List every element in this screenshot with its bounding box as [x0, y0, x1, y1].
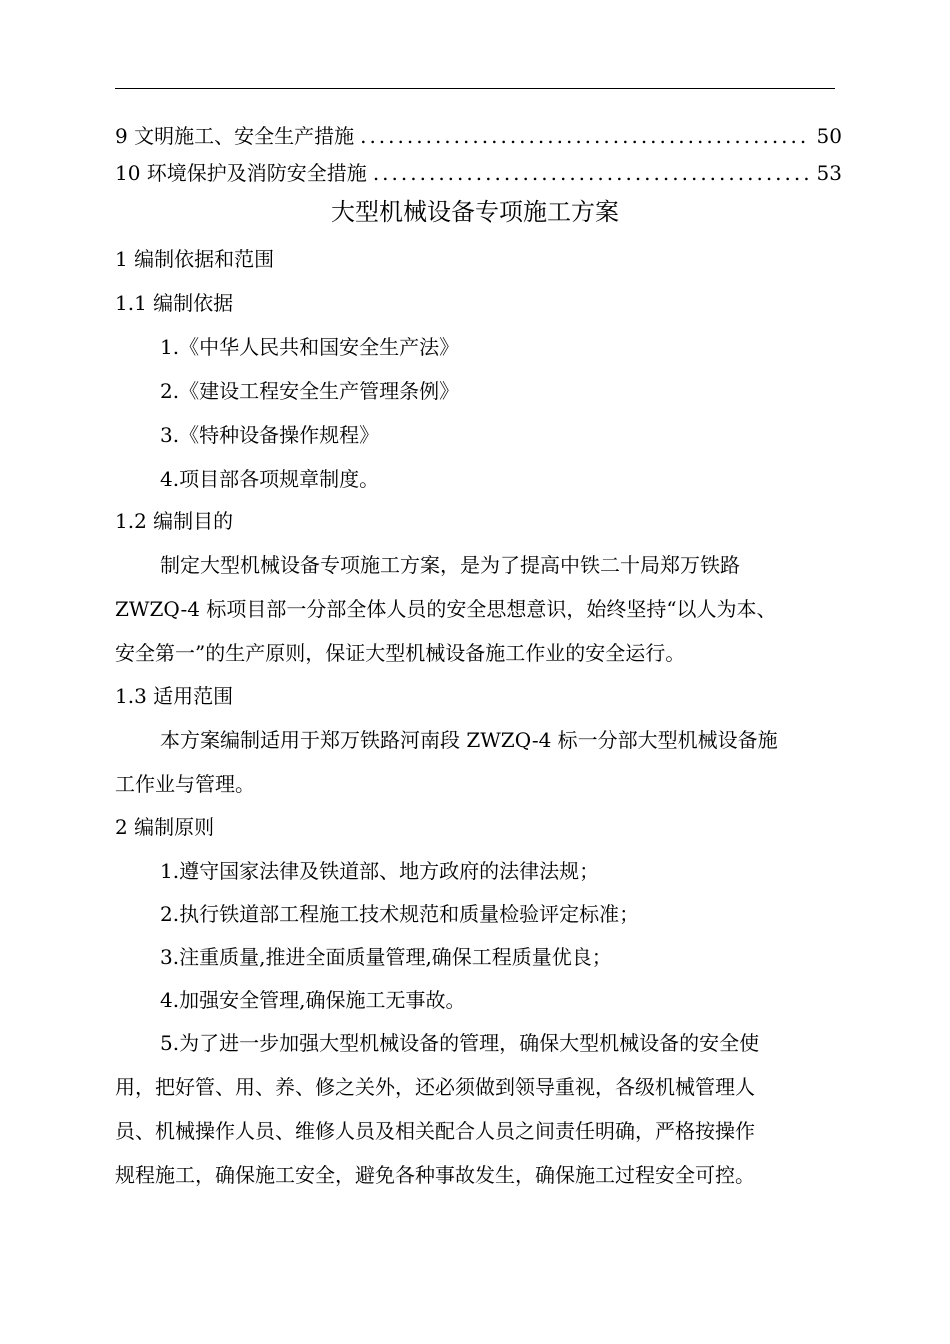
principle-item: 4.加强安全管理,确保施工无事故。	[160, 988, 466, 1012]
paragraph-line: ZWZQ-4 标项目部一分部全体人员的安全思想意识，始终坚持“以人为本、	[115, 597, 777, 621]
toc-label: 10 环境保护及消防安全措施	[115, 161, 367, 185]
paragraph-line: 工作业与管理。	[115, 772, 255, 796]
paragraph-line: 制定大型机械设备专项施工方案，是为了提高中铁二十局郑万铁路	[160, 553, 740, 577]
paragraph-line: 本方案编制适用于郑万铁路河南段 ZWZQ-4 标一分部大型机械设备施	[160, 728, 778, 752]
paragraph-line: 员、机械操作人员、维修人员及相关配合人员之间责任明确，严格按操作	[115, 1119, 755, 1143]
paragraph-line: 5.为了进一步加强大型机械设备的管理，确保大型机械设备的安全使	[160, 1031, 760, 1055]
toc-entry[interactable]	[115, 161, 842, 185]
principle-item: 1.遵守国家法律及铁道部、地方政府的法律法规；	[160, 859, 600, 883]
basis-item: 4.项目部各项规章制度。	[160, 467, 380, 491]
header-rule	[115, 88, 835, 89]
document-title: 大型机械设备专项施工方案	[331, 198, 619, 226]
toc-entry[interactable]	[115, 124, 842, 148]
toc-label: 9 文明施工、安全生产措施	[115, 124, 355, 148]
principle-item: 3.注重质量,推进全面质量管理,确保工程质量优良；	[160, 945, 612, 969]
section-heading: 1 编制依据和范围	[115, 247, 275, 271]
toc-leader-dots	[360, 124, 810, 148]
basis-item: 1.《中华人民共和国安全生产法》	[160, 335, 460, 359]
paragraph-line: 用，把好管、用、养、修之关外，还必须做到领导重视，各级机械管理人	[115, 1075, 755, 1099]
subsection-heading: 1.1 编制依据	[115, 291, 234, 315]
principle-item: 2.执行铁道部工程施工技术规范和质量检验评定标准；	[160, 902, 640, 926]
basis-item: 3.《特种设备操作规程》	[160, 423, 380, 447]
paragraph-line: 安全第一”的生产原则，保证大型机械设备施工作业的安全运行。	[115, 641, 686, 665]
subsection-heading: 1.3 适用范围	[115, 684, 234, 708]
toc-page-number: 53	[816, 161, 842, 185]
toc-leader-dots	[373, 161, 811, 185]
basis-item: 2.《建设工程安全生产管理条例》	[160, 379, 460, 403]
subsection-heading: 1.2 编制目的	[115, 509, 234, 533]
section-heading: 2 编制原则	[115, 815, 215, 839]
paragraph-line: 规程施工，确保施工安全，避免各种事故发生，确保施工过程安全可控。	[115, 1163, 755, 1187]
toc-page-number: 50	[816, 124, 842, 148]
